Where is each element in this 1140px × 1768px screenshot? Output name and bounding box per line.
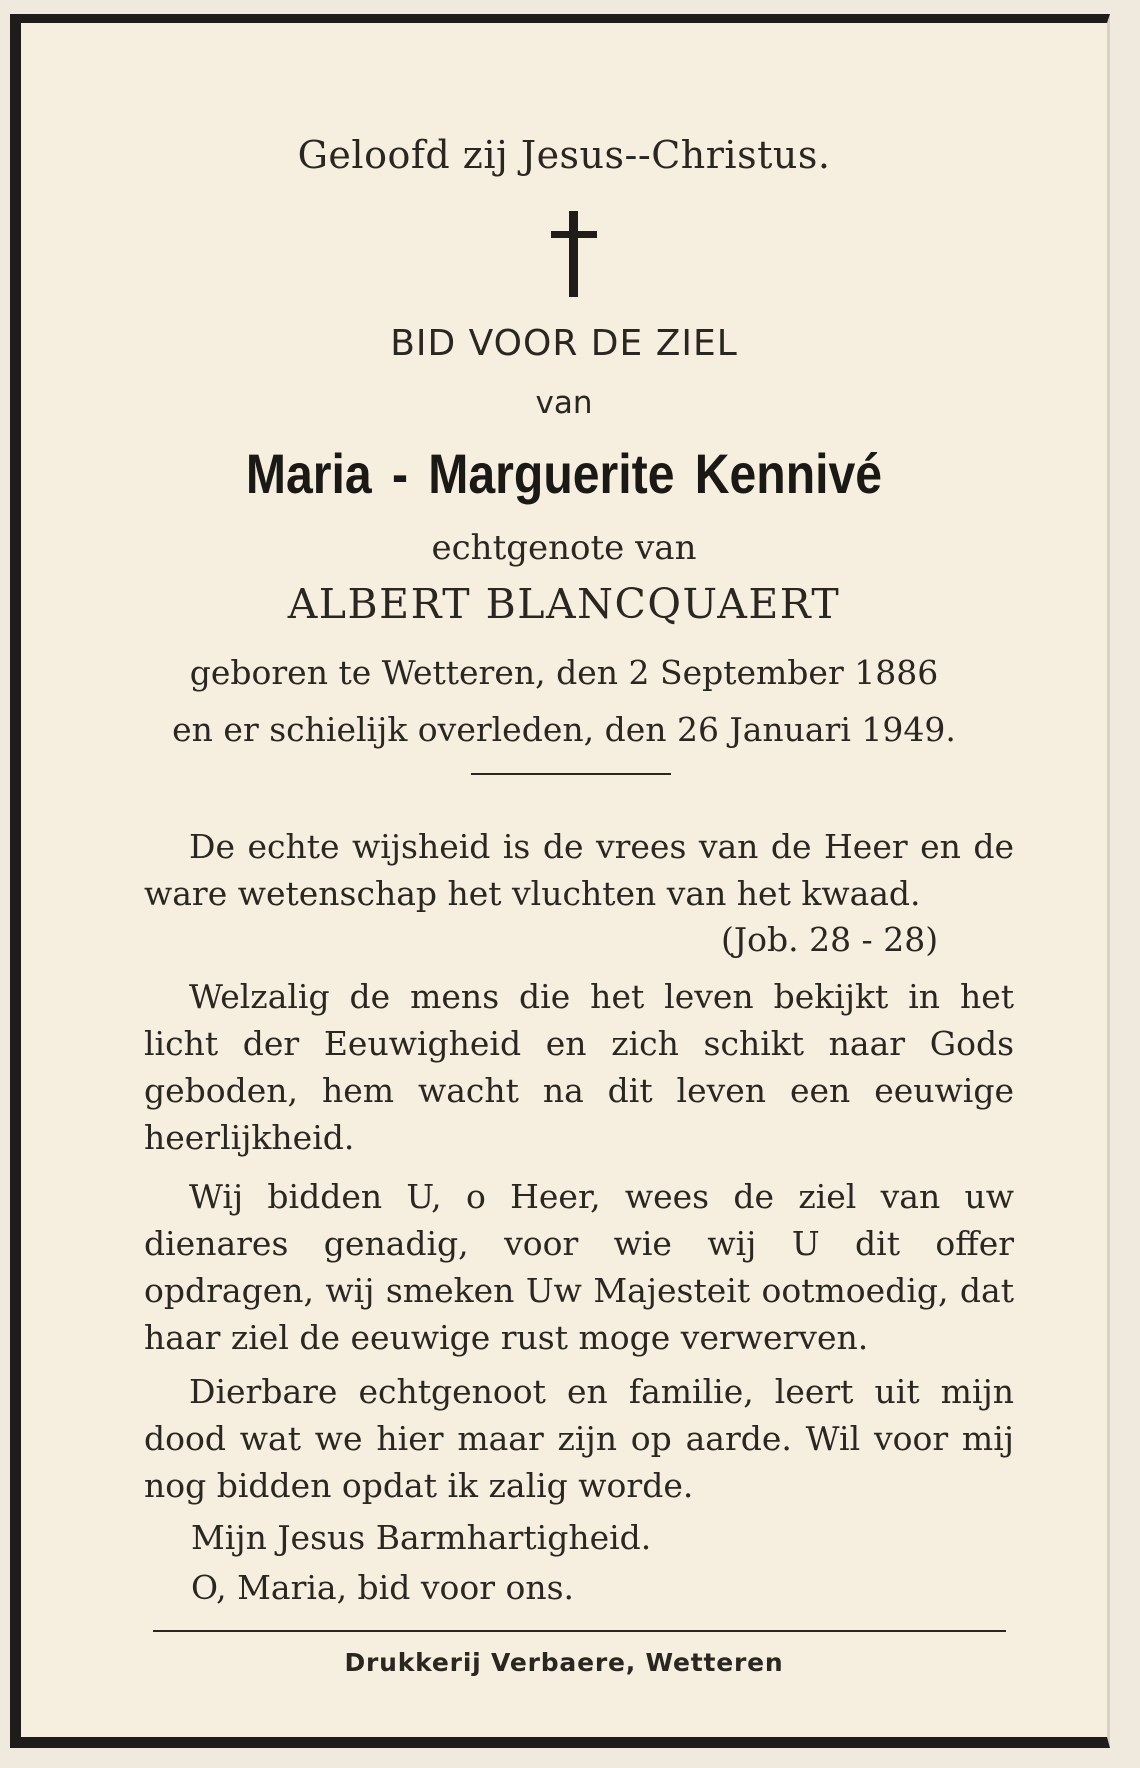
header-invocation: Geloofd zij Jesus--Christus. bbox=[297, 133, 831, 177]
paragraph-eternity: Welzalig de mens die het leven bekijkt in het licht der Eeuwigheid en zich schikt naar Gods geboden, hem wacht na dit leven een eeuwige heerlijkheid. bbox=[144, 977, 1014, 1157]
death-line: en er schielijk overleden, den 26 Januari 1949. bbox=[172, 710, 956, 749]
prayer-request-heading: BID VOOR DE ZIEL bbox=[390, 323, 738, 364]
paragraph-prayer: Wij bidden U, o Heer, wees de ziel van uw dienares genadig, voor wie wij U dit offer opdragen, wij smeken Uw Majesteit ootmoedig, dat haar ziel de eeuwige rust moge verwerven. bbox=[144, 1177, 1014, 1357]
closing-line-mercy: Mijn Jesus Barmhartigheid. bbox=[191, 1518, 652, 1557]
paragraph-wisdom: De echte wijsheid is de vrees van de Heer en de ware wetenschap het vluchten van het kwaad. bbox=[144, 827, 1014, 913]
bible-citation: (Job. 28 - 28) bbox=[721, 920, 939, 959]
latin-cross-icon bbox=[551, 211, 597, 297]
deceased-name: Maria - Marguerite Kennivé bbox=[245, 442, 883, 505]
printer-imprint: Drukkerij Verbaere, Wetteren bbox=[344, 1648, 784, 1677]
birth-line: geboren te Wetteren, den 2 September 1886 bbox=[189, 653, 939, 692]
divider-long bbox=[153, 1630, 1006, 1632]
closing-line-maria: O, Maria, bid voor ons. bbox=[191, 1568, 575, 1607]
spouse-name: ALBERT BLANCQUAERT bbox=[287, 580, 841, 628]
memorial-card-content bbox=[21, 23, 1107, 1737]
paragraph-family: Dierbare echtgenoot en familie, leert uit mijn dood wat we hier maar zijn op aarde. Wil voor mij nog bidden opdat ik zalig worde. bbox=[144, 1372, 1014, 1505]
relation-label: echtgenote van bbox=[431, 528, 697, 568]
divider-short bbox=[471, 773, 671, 775]
of-label: van bbox=[535, 385, 593, 421]
memorial-card bbox=[10, 14, 1110, 1748]
